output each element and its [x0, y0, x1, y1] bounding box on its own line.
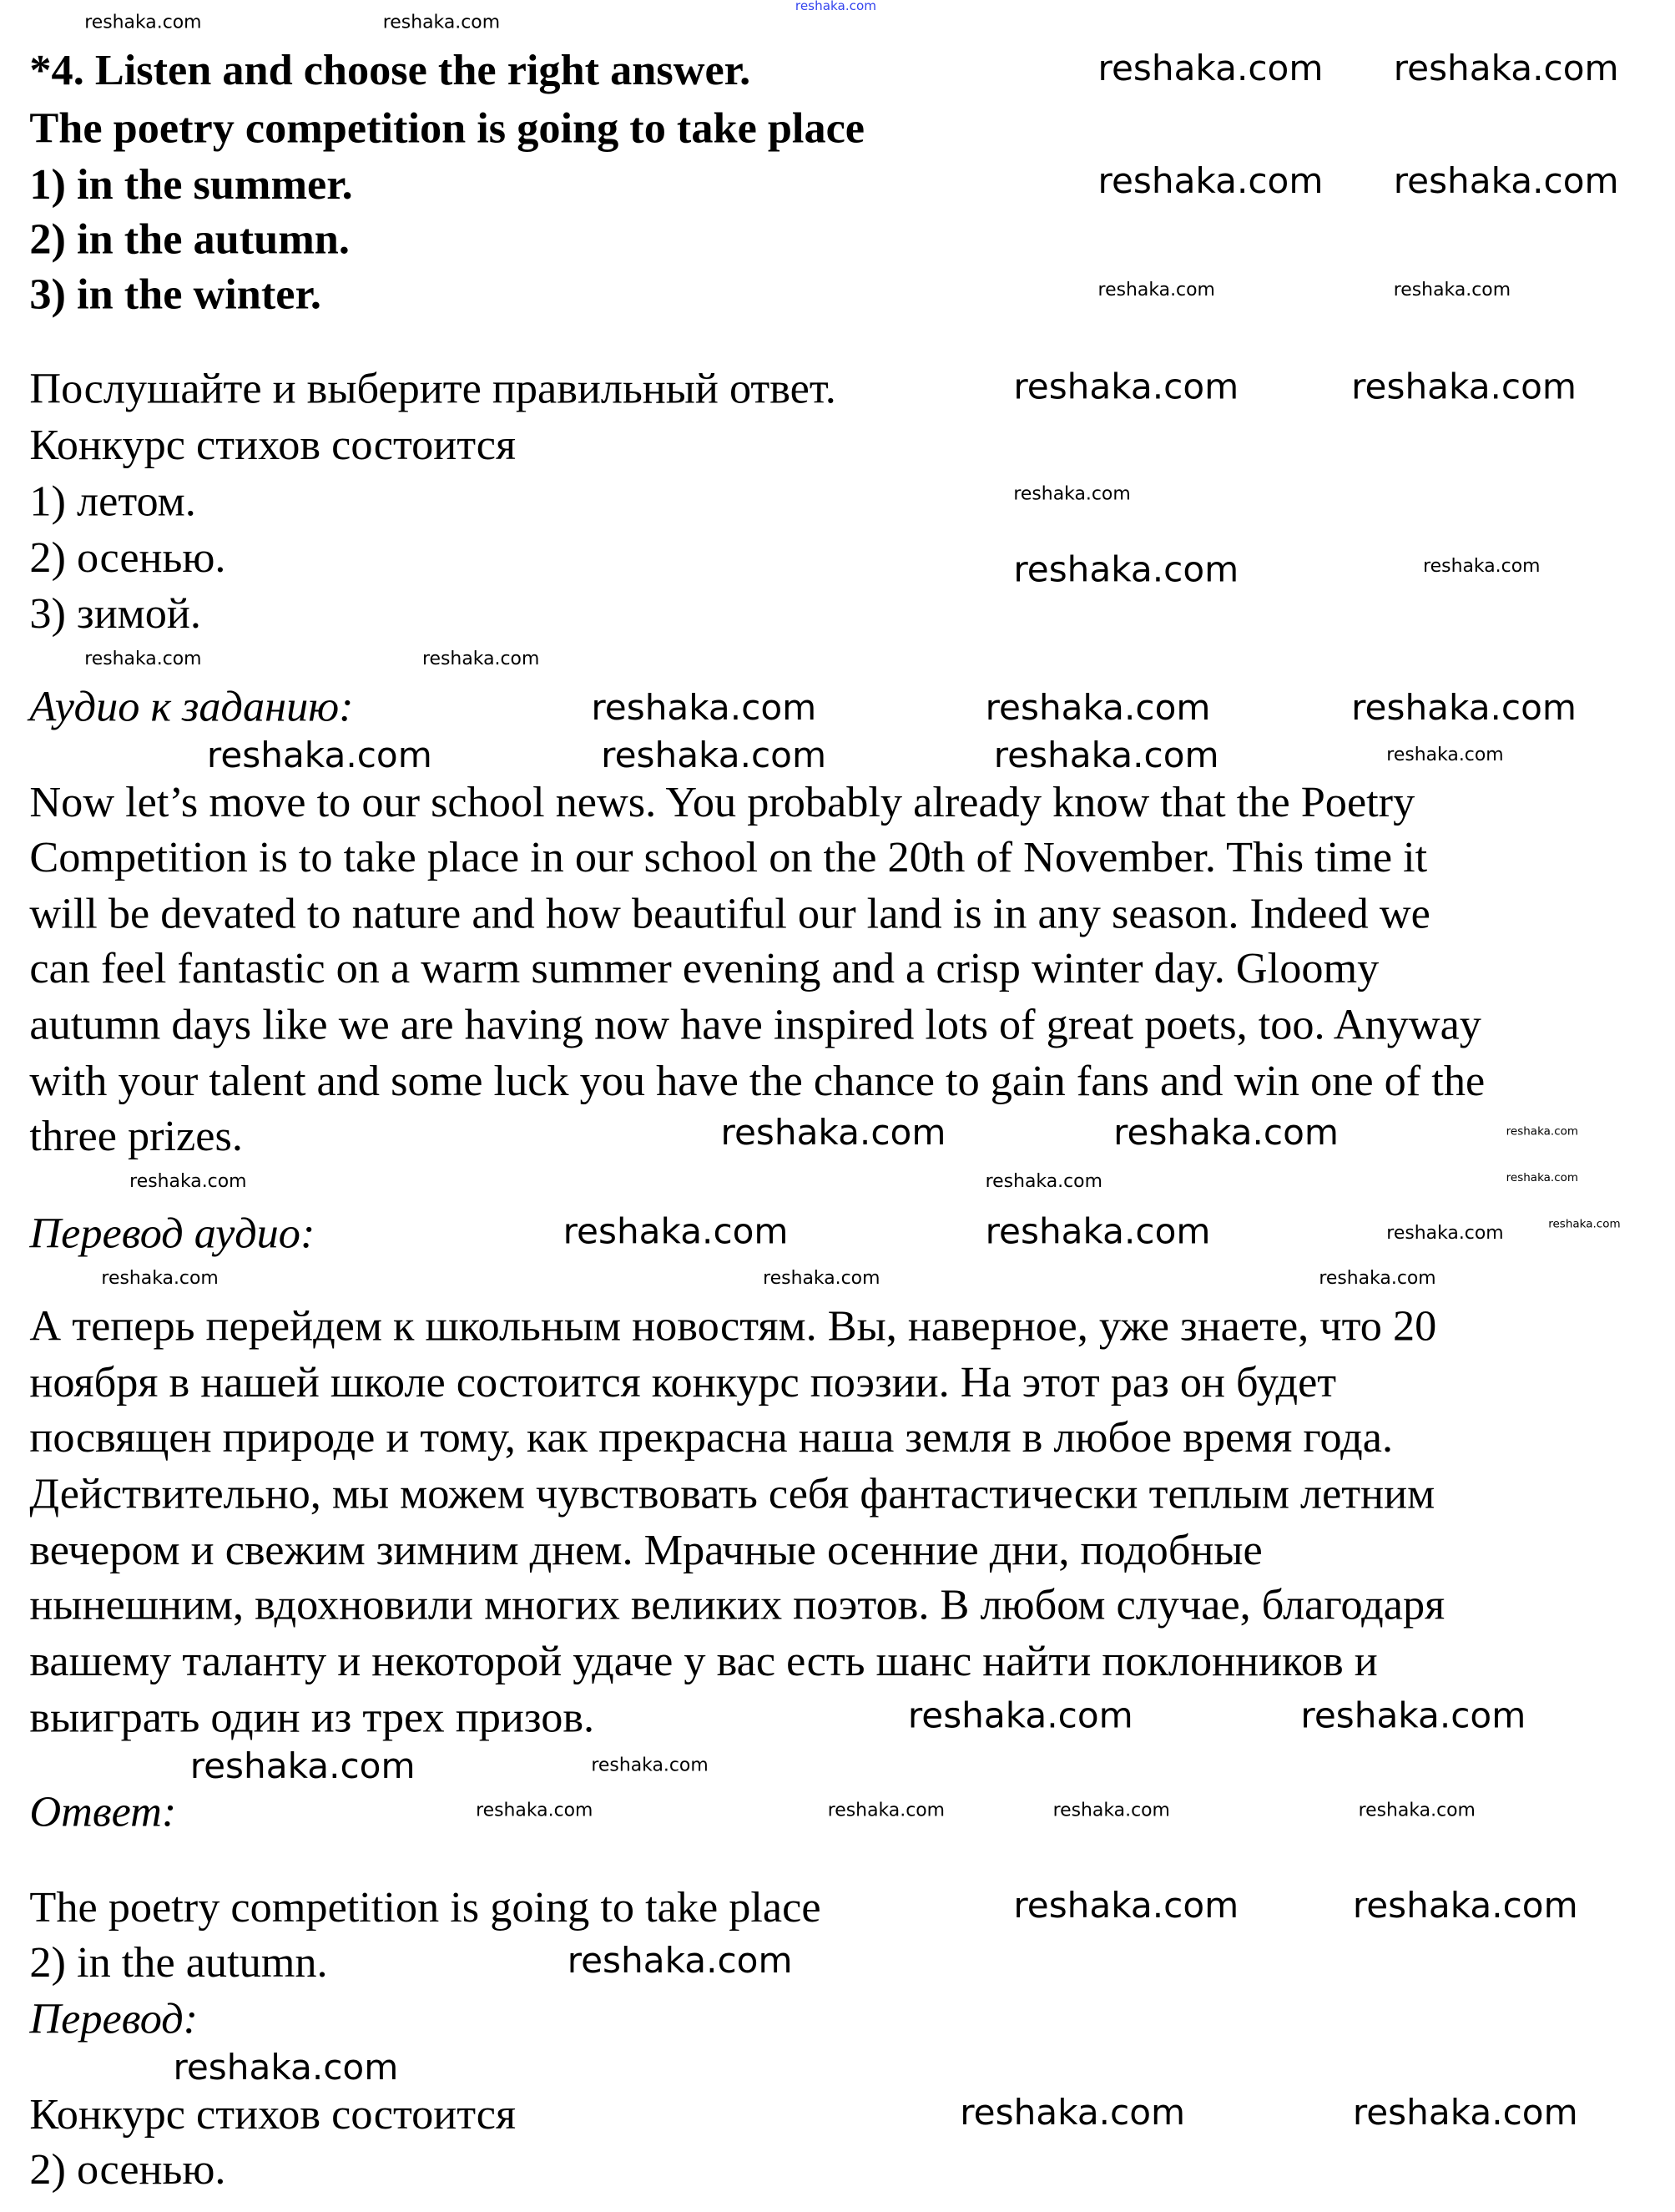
answer-line: 2) in the autumn.	[29, 1937, 328, 1987]
option-ru-3: 3) зимой.	[29, 588, 201, 639]
watermark: reshaka.com	[1393, 280, 1511, 301]
watermark: reshaka.com	[985, 1171, 1102, 1193]
watermark: reshaka.com	[1393, 48, 1619, 89]
watermark: reshaka.com	[567, 1940, 793, 1982]
watermark: reshaka.com	[1013, 366, 1239, 407]
watermark: reshaka.com	[1300, 1694, 1526, 1736]
watermark: reshaka.com	[173, 2047, 399, 2088]
watermark: reshaka.com	[1352, 2092, 1578, 2134]
watermark: reshaka.com	[993, 735, 1219, 776]
watermark: reshaka.com	[1386, 745, 1504, 766]
watermark: reshaka.com	[960, 2092, 1186, 2134]
watermark: reshaka.com	[1319, 1268, 1436, 1290]
task-question: The poetry competition is going to take place	[29, 103, 865, 153]
audio-line: autumn days like we are having now have inspired lots of great poets, too. Anyway	[29, 999, 1481, 1049]
audio-heading: Аудио к заданию:	[29, 681, 354, 731]
watermark: reshaka.com	[421, 649, 540, 670]
watermark: reshaka.com	[84, 13, 202, 34]
watermark: reshaka.com	[1358, 1800, 1476, 1822]
watermark: reshaka.com	[1548, 1217, 1621, 1231]
translation-line: вашему таланту и некоторой удаче у вас есть шанс найти поклонников и	[29, 1635, 1378, 1685]
watermark: reshaka.com	[1506, 1124, 1579, 1138]
audio-line: with your talent and some luck you have the chance to gain fans and win one of the	[29, 1055, 1486, 1105]
answer-translation-line: 2) осенью.	[29, 2144, 226, 2194]
watermark: reshaka.com	[591, 687, 817, 728]
watermark: reshaka.com	[1423, 556, 1541, 578]
watermark: reshaka.com	[206, 735, 432, 776]
option-ru-2: 2) осенью.	[29, 532, 226, 582]
watermark: reshaka.com	[476, 1800, 593, 1822]
watermark: reshaka.com	[795, 0, 877, 14]
answer-heading: Ответ:	[29, 1786, 177, 1836]
watermark: reshaka.com	[985, 687, 1211, 728]
watermark: reshaka.com	[1052, 1800, 1170, 1822]
watermark: reshaka.com	[1352, 1885, 1578, 1927]
watermark: reshaka.com	[101, 1268, 219, 1290]
translation-line: выиграть один из трех призов.	[29, 1692, 595, 1742]
watermark: reshaka.com	[985, 1210, 1211, 1252]
translation-line: Действительно, мы можем чувствовать себя фантастически теплым летним	[29, 1468, 1435, 1518]
audio-line: Now let’s move to our school news. You probably already know that the Poetry	[29, 777, 1415, 827]
watermark: reshaka.com	[1386, 1223, 1504, 1245]
audio-line: can feel fantastic on a warm summer evening and a crisp winter day. Gloomy	[29, 943, 1380, 993]
answer-translation-heading: Перевод:	[29, 1993, 199, 2043]
watermark: reshaka.com	[827, 1800, 946, 1822]
option-1: 1) in the summer.	[29, 159, 353, 209]
watermark: reshaka.com	[763, 1268, 880, 1290]
translation-line: нынешним, вдохновили многих великих поэтов. В любом случае, благодаря	[29, 1579, 1445, 1629]
audio-translation-heading: Перевод аудио:	[29, 1208, 315, 1258]
watermark: reshaka.com	[1393, 160, 1619, 202]
watermark: reshaka.com	[189, 1745, 416, 1787]
watermark: reshaka.com	[1506, 1171, 1579, 1184]
option-3: 3) in the winter.	[29, 269, 321, 319]
watermark: reshaka.com	[382, 13, 501, 34]
audio-line: three prizes.	[29, 1110, 243, 1160]
option-2: 2) in the autumn.	[29, 214, 350, 264]
answer-line: The poetry competition is going to take place	[29, 1881, 821, 1932]
watermark: reshaka.com	[563, 1210, 789, 1252]
watermark: reshaka.com	[1097, 280, 1215, 301]
translation-line: посвящен природе и тому, как прекрасна наша земля в любое время года.	[29, 1412, 1394, 1462]
watermark: reshaka.com	[1351, 366, 1577, 407]
watermark: reshaka.com	[129, 1171, 247, 1193]
audio-line: will be devated to nature and how beautiful our land is in any season. Indeed we	[29, 888, 1430, 938]
watermark: reshaka.com	[1097, 160, 1324, 202]
task-title: *4. Listen and choose the right answer.	[29, 44, 751, 95]
watermark: reshaka.com	[1113, 1112, 1339, 1154]
watermark: reshaka.com	[84, 649, 202, 670]
watermark: reshaka.com	[720, 1112, 946, 1154]
translation-line: вечером и свежим зимним днем. Мрачные осенние дни, подобные	[29, 1524, 1263, 1574]
option-ru-1: 1) летом.	[29, 476, 196, 526]
task-ru-question: Конкурс стихов состоится	[29, 419, 517, 469]
translation-line: А теперь перейдем к школьным новостям. Вы, наверное, уже знаете, что 20	[29, 1300, 1437, 1351]
watermark: reshaka.com	[1013, 484, 1131, 506]
translation-line: ноября в нашей школе состоится конкурс поэзии. На этот раз он будет	[29, 1356, 1337, 1406]
watermark: reshaka.com	[591, 1755, 709, 1777]
watermark: reshaka.com	[1351, 687, 1577, 728]
watermark: reshaka.com	[1013, 548, 1239, 590]
watermark: reshaka.com	[907, 1694, 1133, 1736]
task-ru-title: Послушайте и выберите правильный ответ.	[29, 363, 836, 413]
watermark: reshaka.com	[1013, 1885, 1239, 1927]
audio-line: Competition is to take place in our school on the 20th of November. This time it	[29, 831, 1428, 881]
answer-translation-line: Конкурс стихов состоится	[29, 2088, 517, 2139]
watermark: reshaka.com	[1097, 48, 1324, 89]
watermark: reshaka.com	[601, 735, 827, 776]
